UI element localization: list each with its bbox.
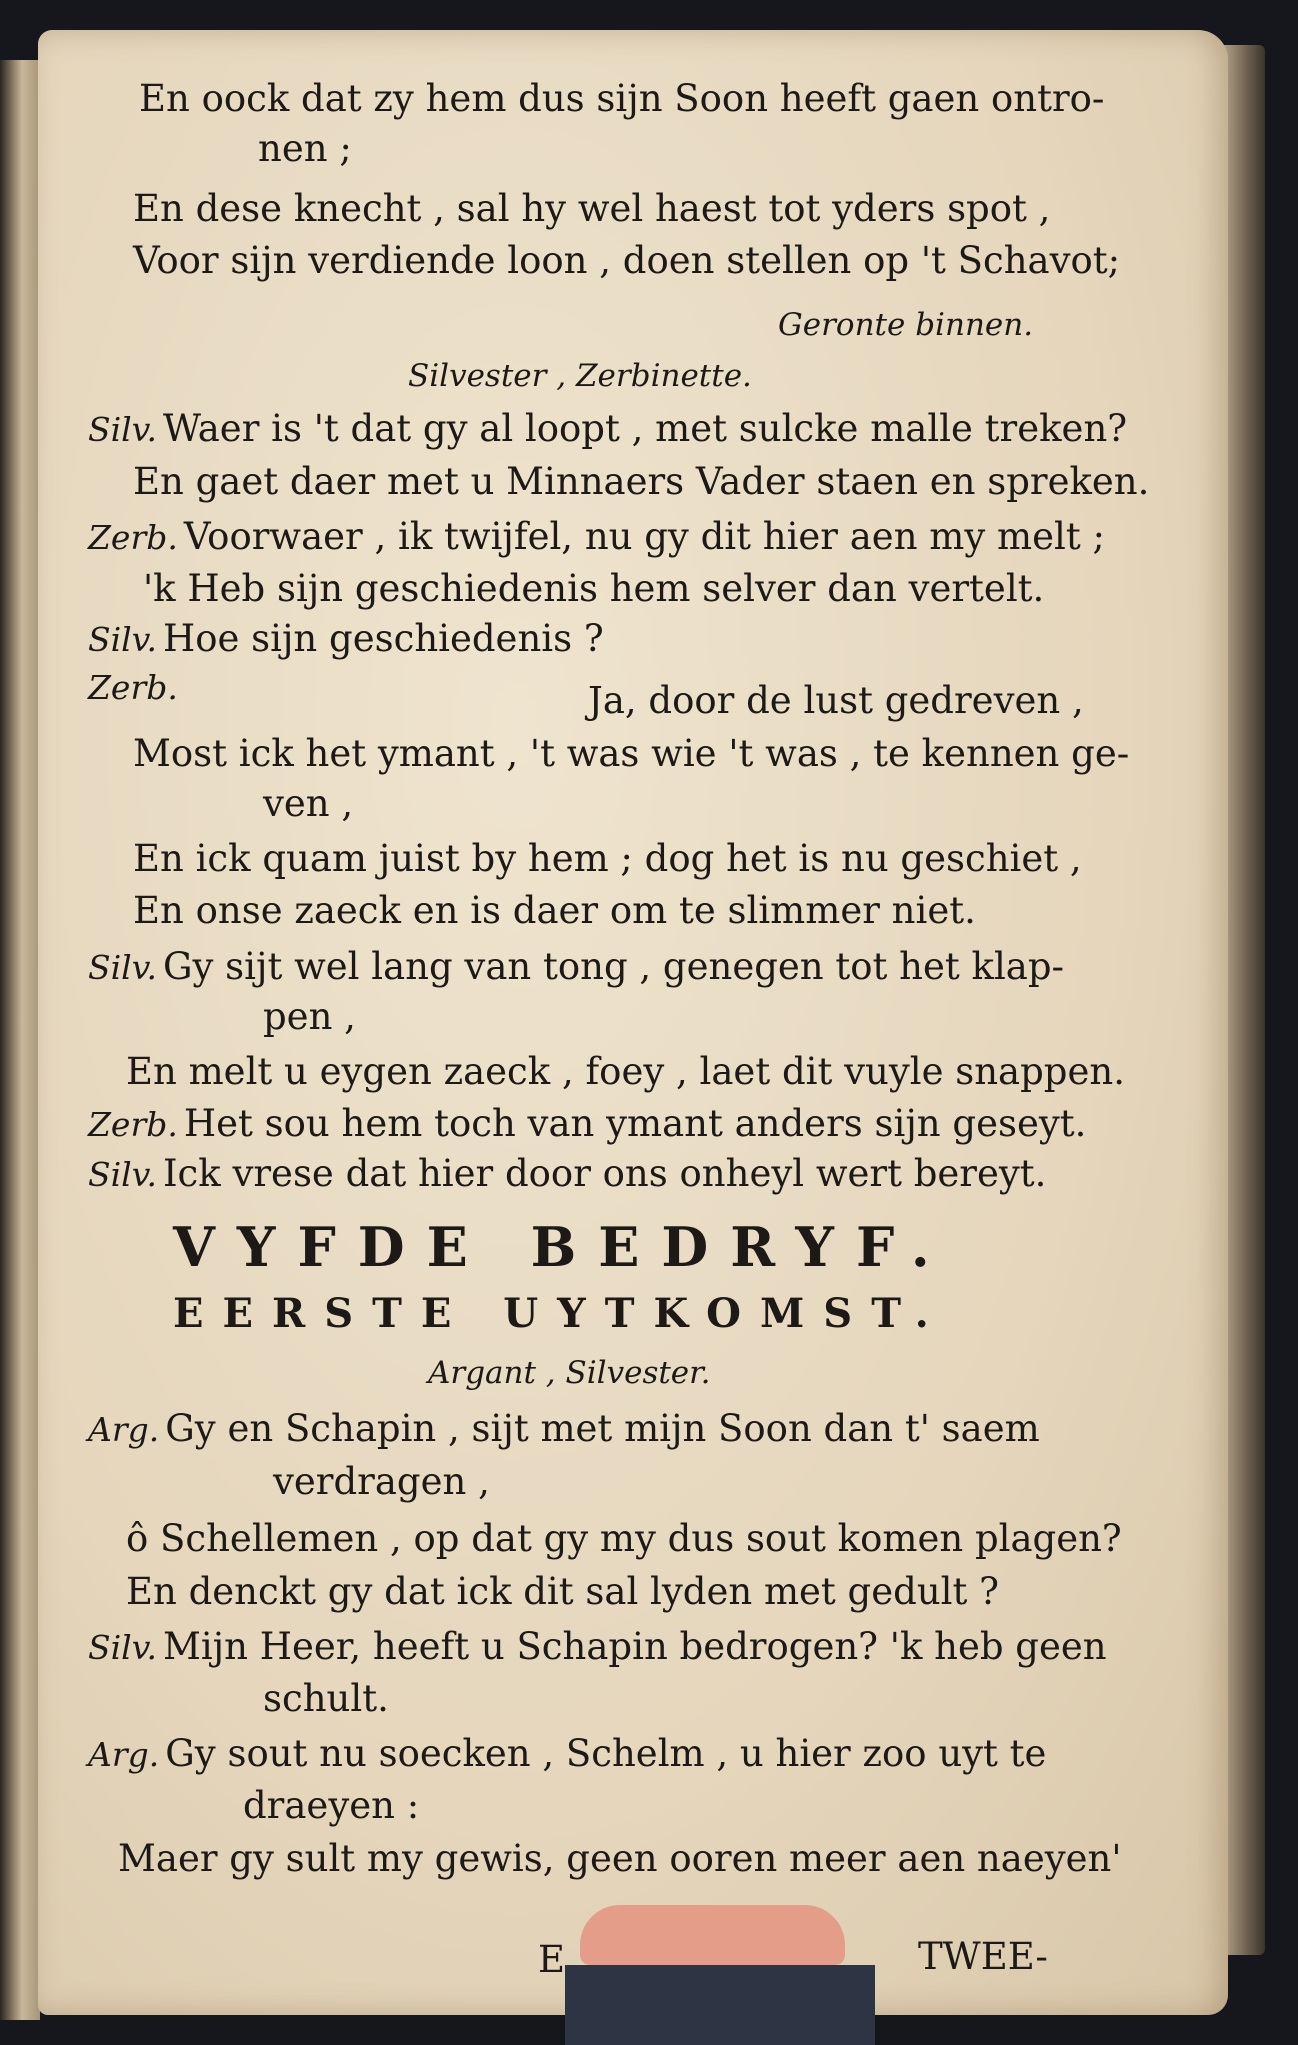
dialogue-line: pen , <box>263 995 356 1038</box>
dialogue-line: En ick quam juist by hem ; dog het is nu geschiet , <box>133 837 1082 880</box>
book-page <box>38 30 1228 2015</box>
text-line: Voor sijn verdiende loon , doen stellen op 't Schavot; <box>133 239 1121 282</box>
background-gap <box>565 1965 875 2045</box>
signature-mark: E <box>538 1938 566 1981</box>
dialogue-line: Silv. Hoe sijn geschiedenis ? <box>88 617 604 660</box>
text-line: nen ; <box>258 127 352 170</box>
dialogue-line: Silv. Waer is 't dat gy al loopt , met sulcke malle treken? <box>88 407 1128 450</box>
dialogue-line: Arg. Gy en Schapin , sijt met mijn Soon dan t' saem <box>88 1407 1040 1450</box>
dialogue-line: ô Schellemen , op dat gy my dus sout komen plagen? <box>126 1517 1122 1560</box>
dialogue-line: verdragen , <box>273 1460 490 1503</box>
scene-heading: EERSTE UYTKOMST. <box>173 1290 948 1337</box>
dialogue-line: Arg. Gy sout nu soecken , Schelm , u hier zoo uyt te <box>88 1732 1047 1775</box>
dialogue-line: En onse zaeck en is daer om te slimmer niet. <box>133 889 976 932</box>
dialogue-line: schult. <box>263 1677 389 1720</box>
book-spine-left <box>0 60 40 2020</box>
dialogue-line: Maer gy sult my gewis, geen ooren meer aen naeyen' <box>118 1837 1122 1880</box>
dialogue-line: Zerb. Het sou hem toch van ymant anders sijn geseyt. <box>88 1102 1087 1145</box>
dialogue-line: ven , <box>263 782 354 825</box>
dialogue-line: Most ick het ymant , 't was wie 't was , te kennen ge- <box>133 732 1130 775</box>
dialogue-line: En denckt gy dat ick dit sal lyden met gedult ? <box>126 1570 999 1613</box>
dialogue-line: Ja, door de lust gedreven , <box>588 679 1084 722</box>
dialogue-line: Silv. Mijn Heer, heeft u Schapin bedrogen? 'k heb geen <box>88 1625 1107 1668</box>
dialogue-line: 'k Heb sijn geschiedenis hem selver dan vertelt. <box>143 567 1045 610</box>
page-stain <box>580 1905 845 1965</box>
act-heading: VYFDE BEDRYF. <box>173 1215 952 1279</box>
dialogue-line: En melt u eygen zaeck , foey , laet dit vuyle snappen. <box>126 1050 1125 1093</box>
dialogue-line: Silv. Gy sijt wel lang van tong , genegen tot het klap- <box>88 945 1065 988</box>
stage-direction-exit: Geronte binnen. <box>778 307 1034 343</box>
text-line: En dese knecht , sal hy wel haest tot yders spot , <box>133 187 1051 230</box>
dialogue-line: Zerb. Voorwaer , ik twijfel, nu gy dit hier aen my melt ; <box>88 515 1105 558</box>
dialogue-line: Zerb. <box>88 668 178 707</box>
text-line: En oock dat zy hem dus sijn Soon heeft gaen ontro- <box>139 77 1105 120</box>
stage-direction-enter: Argant , Silvester. <box>428 1355 711 1391</box>
dialogue-line: draeyen : <box>243 1784 420 1827</box>
stage-direction-enter: Silvester , Zerbinette. <box>408 358 752 394</box>
dialogue-line: En gaet daer met u Minnaers Vader staen en spreken. <box>133 460 1150 503</box>
dialogue-line: Silv. Ick vrese dat hier door ons onheyl wert bereyt. <box>88 1152 1047 1195</box>
catchword: TWEE- <box>918 1935 1048 1978</box>
